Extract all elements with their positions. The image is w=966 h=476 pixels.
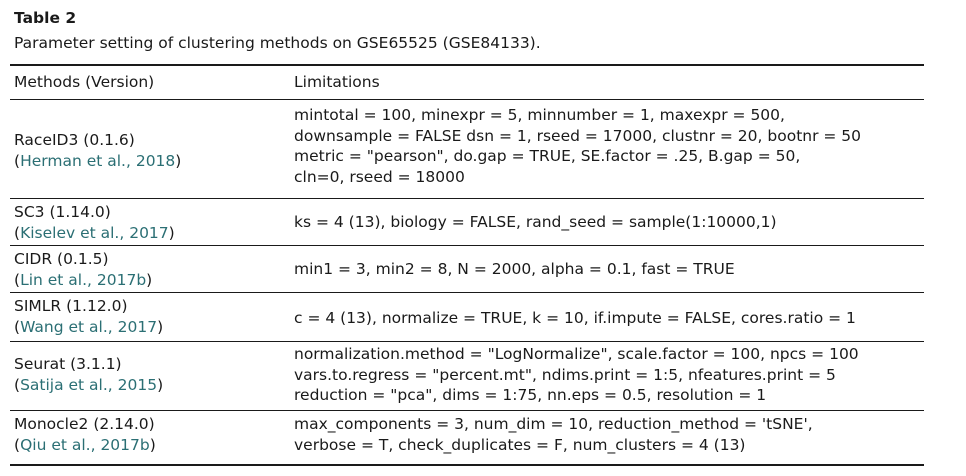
top-rule [10,64,924,66]
method-cell: RaceID3 (0.1.6) (Herman et al., 2018) [14,131,182,170]
reference-link[interactable]: Wang et al., 2017 [20,317,158,336]
row-rule [10,198,924,199]
method-name: RaceID3 (0.1.6) [14,131,135,149]
reference-link[interactable]: Lin et al., 2017b [20,270,147,289]
method-name: Monocle2 (2.14.0) [14,415,155,433]
param-line: cln=0, rseed = 18000 [294,167,465,186]
method-name: SC3 (1.14.0) [14,203,111,221]
params-cell [294,308,856,329]
param-line: verbose = T, check_duplicates = F, num_clusters = 4 (13) [294,435,746,454]
row-rule [10,341,924,342]
params-cell [294,344,859,406]
reference-link[interactable]: Satija et al., 2015 [20,375,158,394]
param-line: c = 4 (13), normalize = TRUE, k = 10, if.impute = FALSE, cores.ratio = 1 [294,309,856,327]
param-line: metric = "pearson", do.gap = TRUE, SE.factor = .25, B.gap = 50, [294,147,801,165]
row-rule [10,292,924,293]
param-line: ks = 4 (13), biology = FALSE, rand_seed = sample(1:10000,1) [294,213,777,231]
table-caption: Parameter setting of clustering methods on GSE65525 (GSE84133). [14,34,541,52]
header-limitations: Limitations [294,73,380,91]
method-cell: SIMLR (1.12.0) (Wang et al., 2017) [14,297,164,336]
param-line: max_components = 3, num_dim = 10, reduction_method = 'tSNE', [294,415,813,433]
method-name: CIDR (0.1.5) [14,250,109,268]
row-rule [10,410,924,411]
row-rule [10,245,924,246]
param-line: mintotal = 100, minexpr = 5, minnumber = 1, maxexpr = 500, [294,106,785,124]
param-line: downsample = FALSE dsn = 1, rseed = 17000, clustnr = 20, bootnr = 50 [294,126,862,145]
reference-link[interactable]: Herman et al., 2018 [20,151,176,170]
method-cell: CIDR (0.1.5) (Lin et al., 2017b) [14,250,153,289]
bottom-rule [10,464,924,466]
param-line: normalization.method = "LogNormalize", scale.factor = 100, npcs = 100 [294,345,859,363]
method-name: Seurat (3.1.1) [14,355,122,373]
reference-link[interactable]: Kiselev et al., 2017 [20,223,169,242]
params-cell [294,105,861,187]
header-methods: Methods (Version) [14,73,155,91]
params-cell [294,414,813,455]
params-cell [294,259,735,280]
params-cell [294,212,777,233]
table-label: Table 2 [14,9,77,27]
method-name: SIMLR (1.12.0) [14,297,128,315]
method-cell: SC3 (1.14.0) (Kiselev et al., 2017) [14,203,175,242]
param-line: vars.to.regress = "percent.mt", ndims.print = 1:5, nfeatures.print = 5 [294,365,836,384]
param-line: min1 = 3, min2 = 8, N = 2000, alpha = 0.1, fast = TRUE [294,260,735,278]
reference-link[interactable]: Qiu et al., 2017b [20,435,150,454]
param-line: reduction = "pca", dims = 1:75, nn.eps = 0.5, resolution = 1 [294,386,767,404]
method-cell: Monocle2 (2.14.0) (Qiu et al., 2017b) [14,415,156,454]
header-rule [10,99,924,100]
method-cell: Seurat (3.1.1) (Satija et al., 2015) [14,355,164,394]
